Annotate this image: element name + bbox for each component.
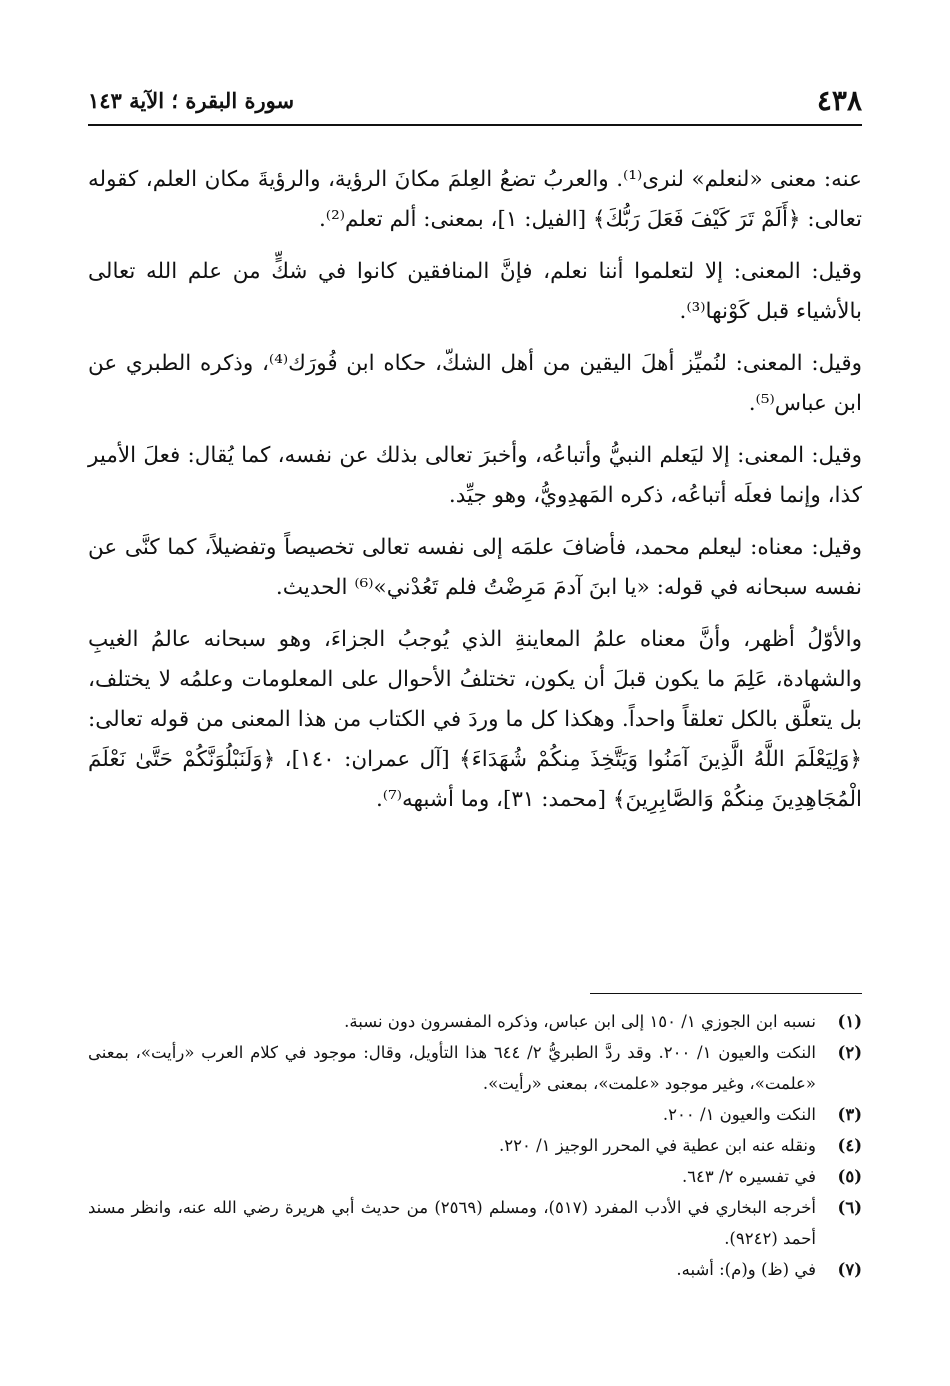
footnote-number: (١)	[837, 1012, 862, 1031]
footnote-number: (٤)	[837, 1136, 862, 1155]
footnotes	[88, 1006, 862, 1285]
paragraph: وقيل: المعنى: إلا ليَعلم النبيُّ وأتباعُه، وأخبرَ تعالى بذلك عن نفسه، كما يُقال: فعلَ الأمير كذا، وإنما فعلَه أتباعُه، ذكره المَهدِويُّ، وهو جيِّد.	[88, 443, 862, 508]
footnote-number: (٢)	[837, 1043, 862, 1062]
paragraph: وقيل: معناه: ليعلم محمد، فأضافَ علمَه إلى نفسه تعالى تخصيصاً وتفضيلاً، كما كنَّى عن نفسه سبحانه في قوله: «يا ابنَ آدمَ مَرِضْتُ فلم تَعُدْني»⁽⁶⁾ الحديث.	[88, 535, 862, 600]
footnote	[88, 1192, 862, 1254]
footnote-number: (٧)	[837, 1260, 862, 1279]
paragraph: وقيل: المعنى: إلا لتعلموا أننا نعلم، فإنَّ المنافقين كانوا في شكٍّ من علم الله تعالى بالأشياء قبل كَوْنها⁽³⁾.	[88, 259, 862, 324]
footnote	[88, 1006, 862, 1037]
header-rule	[88, 124, 862, 126]
footnote-text: في (ظ) و(م): أشبه.	[676, 1260, 816, 1279]
page-header	[88, 84, 862, 124]
footnote-text: النكت والعيون ١/ ٢٠٠. وقد ردَّ الطبريُّ ٢/ ٦٤٤ هذا التأويل، وقال: موجود في كلام العرب «رأيت»، بمعنى «علمت»، وغير موجود «علمت»، بمعنى «رأيت».	[88, 1043, 817, 1093]
footnote-number: (٥)	[837, 1167, 862, 1186]
footnote	[88, 1099, 862, 1130]
running-title: سورة البقرة ؛ الآية ١٤٣	[88, 88, 295, 113]
paragraph: وقيل: المعنى: لنُميِّز أهلَ اليقين من أهل الشكّ، حكاه ابن فُورَك⁽⁴⁾، وذكره الطبري عن ابن عباس⁽⁵⁾.	[88, 351, 863, 416]
footnote-text: النكت والعيون ١/ ٢٠٠.	[662, 1105, 816, 1124]
footnote	[88, 1130, 862, 1161]
footnote-number: (٣)	[837, 1105, 862, 1124]
paragraph: عنه: معنى «لنعلم» لنرى⁽¹⁾. والعربُ تضعُ العِلمَ مكانَ الرؤية، والرؤيةَ مكان العلم، كقوله تعالى: ﴿أَلَمْ تَرَ كَيْفَ فَعَلَ رَبُّكَ﴾ [الفيل: ١]، بمعنى: ألم تعلم⁽²⁾.	[88, 167, 862, 232]
footnote	[88, 1161, 862, 1192]
footnote-number: (٦)	[837, 1198, 862, 1217]
footnote-text: في تفسيره ٢/ ٦٤٣.	[681, 1167, 816, 1186]
footnote-text: نسبه ابن الجوزي ١/ ١٥٠ إلى ابن عباس، وذكره المفسرون دون نسبة.	[344, 1012, 816, 1031]
footnote	[88, 1037, 862, 1099]
footnote-separator	[590, 993, 862, 994]
footnote	[88, 1254, 862, 1285]
main-text	[88, 160, 862, 820]
paragraph: والأوّلُ أظهر، وأنَّ معناه علمُ المعاينةِ الذي يُوجبُ الجزاءَ، وهو سبحانه عالمُ الغيبِ والشهادة، عَلِمَ ما يكون قبلَ أن يكون، تختلفُ الأحوال على المعلومات وعلمُه لا يختلف، بل يتعلَّق بالكل تعلقاً واحداً. وهكذا كل ما وردَ في الكتاب من هذا المعنى من قوله تعالى: ﴿وَلِيَعْلَمَ اللَّهُ الَّذِينَ آمَنُوا وَيَتَّخِذَ مِنكُمْ شُهَدَاءَ﴾ [آل عمران: ١٤٠]، ﴿وَلَنَبْلُوَنَّكُمْ حَتَّىٰ نَعْلَمَ الْمُجَاهِدِينَ مِنكُمْ وَالصَّابِرِينَ﴾ [محمد: ٣١]، وما أشبهه⁽⁷⁾.	[88, 627, 862, 812]
footnote-text: ونقله عنه ابن عطية في المحرر الوجيز ١/ ٢٢٠.	[498, 1136, 816, 1155]
page-number: ٤٣٨	[816, 84, 862, 117]
footnote-text: أخرجه البخاري في الأدب المفرد (٥١٧)، ومسلم (٢٥٦٩) من حديث أبي هريرة رضي الله عنه، وانظر مسند أحمد (٩٢٤٢).	[88, 1198, 816, 1248]
